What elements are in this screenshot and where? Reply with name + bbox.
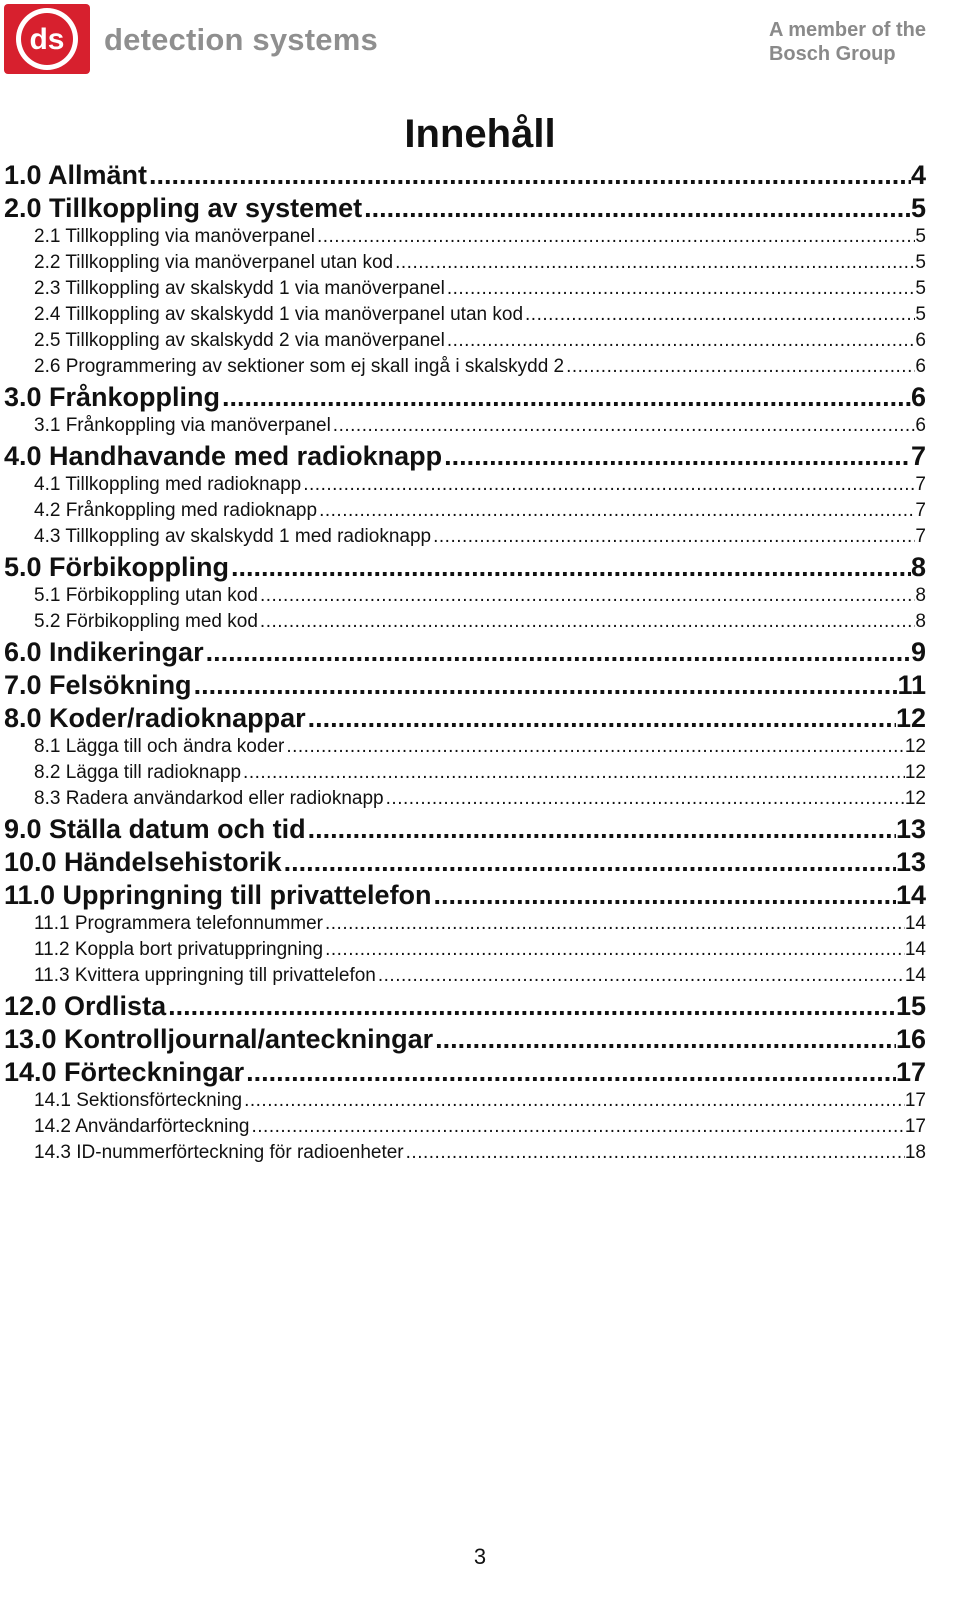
toc-subsection-entry (34, 252, 926, 278)
toc-leader-dots (220, 382, 911, 413)
toc-entry-page: 5 (915, 252, 926, 273)
toc-leader-dots (244, 1057, 896, 1088)
toc-entry-page: 5 (915, 278, 926, 299)
toc-entry-label: 13.0 Kontrolljournal/anteckningar (4, 1024, 434, 1054)
toc-entry-page: 7 (915, 500, 926, 521)
toc-section-entry (4, 441, 926, 474)
toc-subsection-entry (34, 736, 926, 762)
toc-entry-page: 8 (915, 611, 926, 632)
toc-section-entry (4, 880, 926, 913)
toc-entry-page: 15 (895, 991, 926, 1021)
toc-leader-dots (431, 526, 915, 548)
toc-entry-page: 9 (910, 637, 926, 667)
toc-leader-dots (242, 1090, 905, 1112)
toc-subsection-entry (34, 913, 926, 939)
toc-entry-page: 5 (915, 226, 926, 247)
toc-section-entry (4, 382, 926, 415)
toc-leader-dots (433, 1024, 896, 1055)
toc-leader-dots (306, 814, 896, 845)
toc-leader-dots (404, 1142, 905, 1164)
toc-entry-label: 4.1 Tillkoppling med radioknapp (34, 474, 302, 495)
toc-section-entry (4, 670, 926, 703)
toc-subsection-entry (34, 415, 926, 441)
toc-entry-page: 6 (915, 415, 926, 436)
toc-subsection-entry (34, 226, 926, 252)
toc-entry-label: 2.1 Tillkoppling via manöverpanel (34, 226, 315, 247)
toc-entry-page: 6 (915, 330, 926, 351)
toc-leader-dots (301, 474, 915, 496)
toc-leader-dots (432, 880, 896, 911)
toc-subsection-entry (34, 278, 926, 304)
toc-leader-dots (306, 703, 896, 734)
toc-section-entry (4, 847, 926, 880)
toc-leader-dots (523, 304, 915, 326)
toc-entry-label: 11.1 Programmera telefonnummer (34, 913, 323, 934)
toc-entry-label: 14.1 Sektionsförteckning (34, 1090, 243, 1111)
toc-leader-dots (284, 736, 905, 758)
logo-letters: ds (29, 23, 65, 56)
brand-name: detection systems (104, 22, 378, 57)
toc-section-entry (4, 814, 926, 847)
toc-section-entry (4, 991, 926, 1024)
toc-entry-label: 11.2 Koppla bort privatuppringning (34, 939, 324, 960)
member-line-2: Bosch Group (768, 43, 896, 65)
toc-leader-dots (258, 585, 915, 607)
toc-subsection-entry (34, 1116, 926, 1142)
toc-entry-label: 2.6 Programmering av sektioner som ej skall ingå i skalskydd 2 (34, 356, 565, 377)
toc-section-entry (4, 637, 926, 670)
toc-leader-dots (315, 226, 915, 248)
toc-leader-dots (323, 913, 905, 935)
toc-entry-label: 8.2 Lägga till radioknapp (34, 762, 242, 783)
toc-entry-label: 2.4 Tillkoppling av skalskydd 1 via manöverpanel utan kod (34, 304, 524, 325)
toc-leader-dots (250, 1116, 905, 1138)
toc-subsection-entry (34, 585, 926, 611)
toc-entry-page: 5 (910, 193, 926, 223)
toc-entry-label: 4.3 Tillkoppling av skalskydd 1 med radioknapp (34, 526, 432, 547)
toc-entry-label: 2.5 Tillkoppling av skalskydd 2 via manöverpanel (34, 330, 445, 351)
toc-entry-label: 7.0 Felsökning (4, 670, 192, 700)
toc-leader-dots (229, 552, 911, 583)
toc-section-entry (4, 160, 926, 193)
toc-subsection-entry (34, 330, 926, 356)
toc-entry-page: 7 (915, 474, 926, 495)
toc-entry-label: 9.0 Ställa datum och tid (4, 814, 306, 844)
toc-entry-page: 7 (910, 441, 926, 471)
toc-entry-label: 11.3 Kvittera uppringning till privattelefon (34, 965, 376, 986)
toc-leader-dots (376, 965, 905, 987)
toc-entry-page: 7 (915, 526, 926, 547)
toc-entry-label: 4.0 Handhavande med radioknapp (4, 441, 443, 471)
toc-entry-label: 2.0 Tillkoppling av systemet (4, 193, 363, 223)
toc-entry-page: 18 (904, 1142, 926, 1163)
toc-leader-dots (147, 160, 911, 191)
toc-leader-dots (445, 330, 916, 352)
toc-entry-page: 12 (904, 762, 926, 783)
toc-leader-dots (362, 193, 911, 224)
toc-subsection-entry (34, 939, 926, 965)
toc-entry-page: 5 (915, 304, 926, 325)
toc-subsection-entry (34, 762, 926, 788)
toc-entry-page: 14 (904, 913, 926, 934)
toc-subsection-entry (34, 1142, 926, 1168)
toc-leader-dots (442, 441, 911, 472)
toc-leader-dots (192, 670, 898, 701)
toc-entry-label: 10.0 Händelsehistorik (4, 847, 282, 877)
toc-entry-label: 3.0 Frånkoppling (4, 382, 221, 412)
toc-entry-page: 14 (904, 965, 926, 986)
toc-entry-page: 12 (895, 703, 926, 733)
toc-leader-dots (384, 788, 905, 810)
member-note (769, 18, 926, 66)
toc-leader-dots (282, 847, 896, 878)
toc-entry-page: 11 (897, 670, 926, 700)
toc-entry-label: 8.1 Lägga till och ändra koder (34, 736, 285, 757)
toc-entry-label: 11.0 Uppringning till privattelefon (4, 880, 432, 910)
toc-subsection-entry (34, 965, 926, 991)
toc-entry-label: 6.0 Indikeringar (4, 637, 204, 667)
toc-section-entry (4, 1024, 926, 1057)
toc-leader-dots (323, 939, 905, 961)
ds-logo-mark (4, 4, 90, 74)
toc-entry-label: 14.0 Förteckningar (4, 1057, 245, 1087)
toc-entry-label: 8.3 Radera användarkod eller radioknapp (34, 788, 384, 809)
toc-subsection-entry (34, 526, 926, 552)
toc-entry-page: 6 (915, 356, 926, 377)
toc-subsection-entry (34, 474, 926, 500)
toc-entry-label: 2.3 Tillkoppling av skalskydd 1 via manöverpanel (34, 278, 445, 299)
toc-entry-page: 12 (904, 736, 926, 757)
toc-leader-dots (317, 500, 915, 522)
toc-subsection-entry (34, 1090, 926, 1116)
toc-entry-label: 8.0 Koder/radioknappar (4, 703, 306, 733)
toc-subsection-entry (34, 611, 926, 637)
toc-entry-label: 14.2 Användarförteckning (34, 1116, 250, 1137)
toc-subsection-entry (34, 304, 926, 330)
toc-entry-page: 12 (904, 788, 926, 809)
toc-entry-page: 4 (910, 160, 926, 190)
toc-entry-label: 12.0 Ordlista (4, 991, 167, 1021)
toc-subsection-entry (34, 788, 926, 814)
toc-entry-page: 8 (915, 585, 926, 606)
toc-section-entry (4, 703, 926, 736)
toc-entry-page: 13 (895, 814, 926, 844)
toc-entry-page: 17 (904, 1116, 926, 1137)
toc-entry-page: 6 (910, 382, 926, 412)
ds-logo (4, 4, 90, 74)
toc-entry-page: 16 (895, 1024, 926, 1054)
toc-leader-dots (166, 991, 896, 1022)
page-title: Innehåll (404, 112, 556, 156)
toc-section-entry (4, 193, 926, 226)
member-line-1: A member of the (768, 19, 926, 41)
toc-leader-dots (393, 252, 915, 274)
toc-section-entry (4, 1057, 926, 1090)
toc-entry-page: 8 (910, 552, 926, 582)
toc-entry-label: 2.2 Tillkoppling via manöverpanel utan kod (34, 252, 394, 273)
toc-entry-label: 14.3 ID-nummerförteckning för radioenheter (34, 1142, 404, 1163)
toc-entry-page: 14 (895, 880, 926, 910)
toc-entry-label: 1.0 Allmänt (4, 160, 148, 190)
toc-leader-dots (258, 611, 916, 633)
toc-entry-page: 17 (904, 1090, 926, 1111)
toc-entry-label: 3.1 Frånkoppling via manöverpanel (34, 415, 331, 436)
toc-section-entry (4, 552, 926, 585)
toc-entry-page: 14 (904, 939, 926, 960)
toc-subsection-entry (34, 500, 926, 526)
toc-leader-dots (331, 415, 916, 437)
toc-leader-dots (204, 637, 911, 668)
toc-entry-page: 13 (895, 847, 926, 877)
page-number: 3 (473, 1544, 487, 1569)
toc-entry-label: 4.2 Frånkoppling med radioknapp (34, 500, 318, 521)
toc-leader-dots (564, 356, 915, 378)
toc-entry-label: 5.2 Förbikoppling med kod (34, 611, 258, 632)
toc-entry-label: 5.1 Förbikoppling utan kod (34, 585, 258, 606)
toc-subsection-entry (34, 356, 926, 382)
toc-leader-dots (241, 762, 905, 784)
toc-leader-dots (445, 278, 916, 300)
toc-entry-label: 5.0 Förbikoppling (4, 552, 230, 582)
page-header (0, 0, 960, 90)
toc-entry-page: 17 (895, 1057, 926, 1087)
